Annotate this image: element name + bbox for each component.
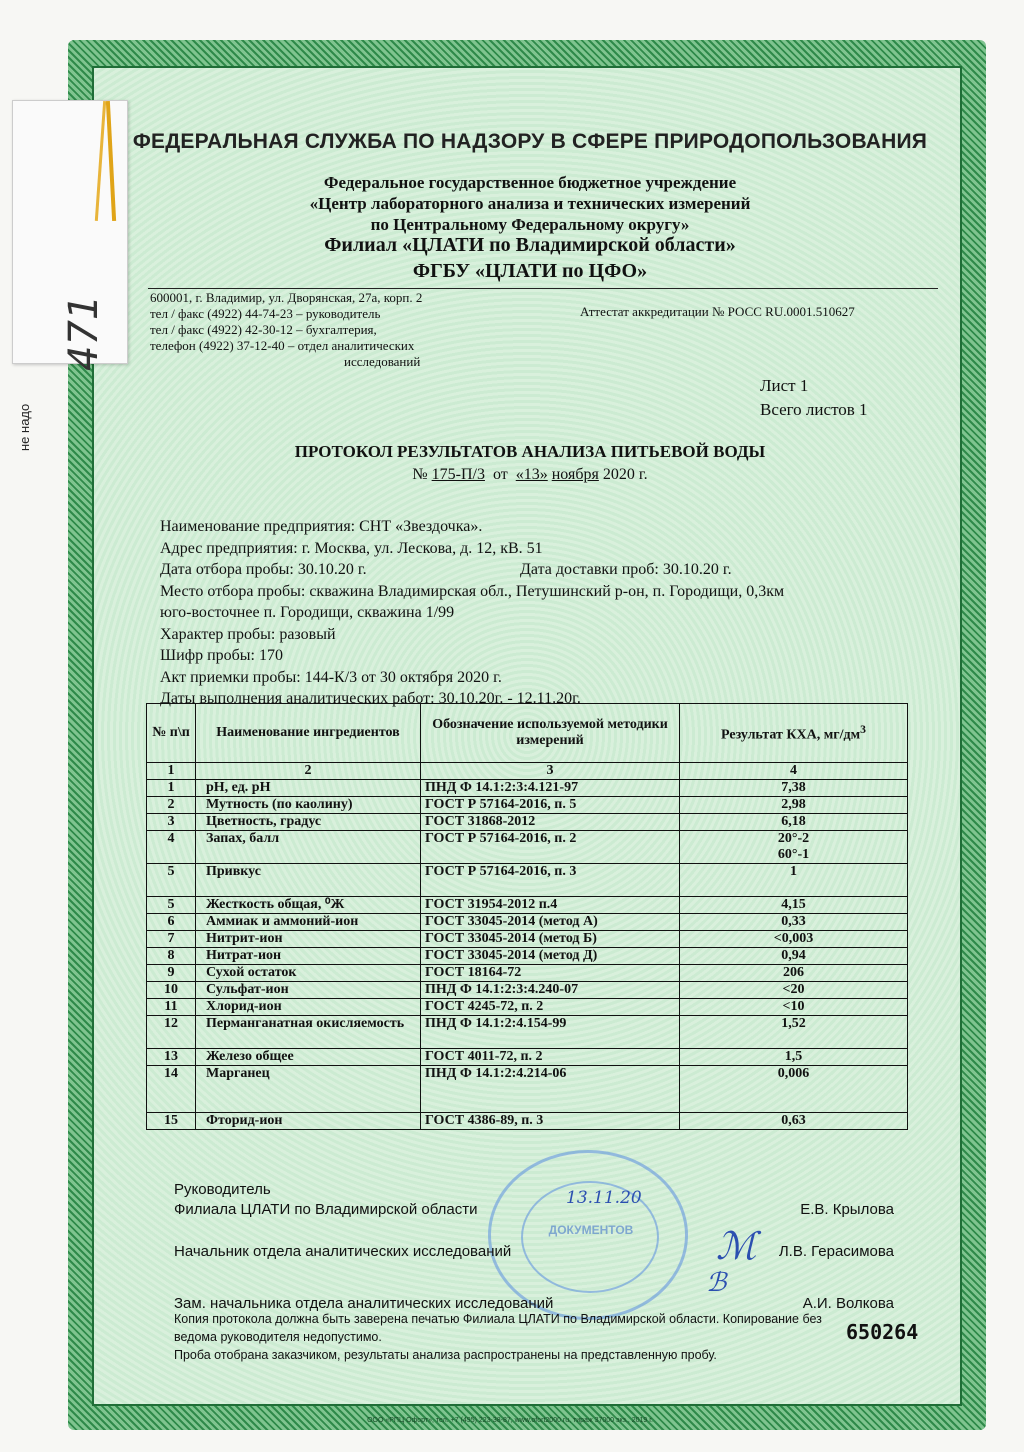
cell-method: ГОСТ 4245-72, п. 2 — [421, 999, 680, 1016]
table-row — [147, 1066, 908, 1113]
cell-method: ГОСТ 4011-72, п. 2 — [421, 1049, 680, 1066]
table-row — [147, 780, 908, 797]
cell-name: Железо общее — [196, 1049, 421, 1066]
cell-no: 7 — [147, 931, 196, 948]
cell-result: 0,006 — [680, 1066, 908, 1113]
tag-note: не надо — [17, 403, 32, 451]
cell-name: Нитрат-ион — [196, 948, 421, 965]
header-no: № п\п — [147, 704, 196, 763]
cell-name: pH, ед. pH — [196, 780, 421, 797]
cell-result: 4,15 — [680, 897, 908, 914]
cell-name: Сухой остаток — [196, 965, 421, 982]
index-cell: 2 — [196, 763, 421, 780]
cell-name: Фторид-ион — [196, 1113, 421, 1130]
cell-result — [680, 831, 908, 864]
contact-phone: тел / факс (4922) 42-30-12 – бухгалтерия, — [150, 322, 377, 337]
serial-number: 650264 — [846, 1320, 919, 1344]
contact-phone-cont: исследований — [344, 354, 421, 369]
header-result-sup: 3 — [860, 723, 866, 737]
cell-name: Нитрит-ион — [196, 931, 421, 948]
table-row — [147, 999, 908, 1016]
result-line: 20°-2 — [777, 831, 810, 846]
cell-method: ГОСТ 31954-2012 п.4 — [421, 897, 680, 914]
cell-no: 12 — [147, 1016, 196, 1049]
cell-name: Сульфат-ион — [196, 982, 421, 999]
index-cell: 3 — [421, 763, 680, 780]
cell-result: <10 — [680, 999, 908, 1016]
contact-phone: телефон (4922) 37-12-40 – отдел аналитических — [150, 338, 415, 353]
header-divider — [148, 288, 938, 289]
signature-gerasimova: ℳ — [716, 1224, 757, 1268]
cell-method: ГОСТ 18164-72 — [421, 965, 680, 982]
cell-result: 0,33 — [680, 914, 908, 931]
signatures-block — [174, 1180, 924, 1314]
org-line: Федеральное государственное бюджетное учреждение — [323, 173, 737, 192]
header-name: Наименование ингредиентов — [196, 704, 421, 763]
contact-phone: тел / факс (4922) 44-74-23 – руководитель — [150, 306, 381, 321]
index-row — [147, 763, 908, 780]
cell-result: <20 — [680, 982, 908, 999]
table-row — [147, 897, 908, 914]
branch-line: ФГБУ «ЦЛАТИ по ЦФО» — [412, 260, 648, 282]
protocol-title: ПРОТОКОЛ РЕЗУЛЬТАТОВ АНАЛИЗА ПИТЬЕВОЙ ВОДЫ — [294, 442, 766, 461]
index-cell: 1 — [147, 763, 196, 780]
cell-result: 1,52 — [680, 1016, 908, 1049]
table-row — [147, 1049, 908, 1066]
cell-name: Жесткость общая, ⁰Ж — [196, 897, 421, 914]
org-line: «Центр лабораторного анализа и технических измерений — [309, 194, 751, 213]
header-result — [680, 704, 908, 763]
cell-method: ГОСТ 4386-89, п. 3 — [421, 1113, 680, 1130]
cell-result: 1,5 — [680, 1049, 908, 1066]
cell-no: 4 — [147, 831, 196, 864]
sheet-number: Лист 1 — [760, 376, 809, 395]
info-enterprise: Наименование предприятия: СНТ «Звездочка». — [160, 518, 483, 535]
cell-result: 0,94 — [680, 948, 908, 965]
cell-method: ГОСТ 31868-2012 — [421, 814, 680, 831]
branch-name — [100, 232, 960, 284]
table-row — [147, 1016, 908, 1049]
cell-no: 14 — [147, 1066, 196, 1113]
cell-no: 1 — [147, 780, 196, 797]
cell-no: 9 — [147, 965, 196, 982]
table-row — [147, 814, 908, 831]
signature-volkova: ℬ — [706, 1268, 727, 1298]
cell-method: ПНД Ф 14.1:2:3:4.121-97 — [421, 780, 680, 797]
sign-row — [174, 1242, 924, 1262]
handwritten-date: 13.11.20 — [566, 1188, 642, 1208]
sheets-total: Всего листов 1 — [760, 400, 868, 419]
cell-method: ГОСТ 33045-2014 (метод Д) — [421, 948, 680, 965]
tag-handwritten-number: 471 — [61, 294, 107, 371]
protocol-number: 175-П/3 — [431, 466, 485, 483]
cell-result: 7,38 — [680, 780, 908, 797]
table-row — [147, 797, 908, 814]
cell-result: <0,003 — [680, 931, 908, 948]
dept-title: Начальник отдела аналитических исследований — [174, 1243, 512, 1260]
cell-no: 13 — [147, 1049, 196, 1066]
head-name: Е.В. Крылова — [800, 1201, 894, 1218]
info-place: Место отбора пробы: скважина Владимирская обл., Петушинский р-он, п. Городищи, 0,3км — [160, 582, 785, 600]
sample-info — [160, 516, 950, 710]
printer-footer: ООО «РПЦ Офорт», тел. +7 (495) 223-38-87, www.ofort2000.ru, тираж 37000 экз., 2019 г. — [367, 1417, 653, 1424]
table-row — [147, 1113, 908, 1130]
cell-name: Привкус — [196, 864, 421, 897]
cell-name: Мутность (по каолину) — [196, 797, 421, 814]
index-cell: 4 — [680, 763, 908, 780]
head-title: Руководитель — [174, 1181, 271, 1198]
cell-method: ГОСТ Р 57164-2016, п. 3 — [421, 864, 680, 897]
cell-method: ПНД Ф 14.1:2:4.214-06 — [421, 1066, 680, 1113]
cell-result: 1 — [680, 864, 908, 897]
cell-method: ГОСТ Р 57164-2016, п. 2 — [421, 831, 680, 864]
cell-no: 8 — [147, 948, 196, 965]
table-row — [147, 864, 908, 897]
table-header-row — [147, 704, 908, 763]
organization-name — [100, 172, 960, 235]
cell-no: 15 — [147, 1113, 196, 1130]
table-row — [147, 948, 908, 965]
table-row — [147, 914, 908, 931]
info-place-cont: юго-восточнее п. Городищи, скважина 1/99 — [160, 604, 455, 621]
protocol-month: ноября — [551, 466, 599, 483]
dept-name: Л.В. Герасимова — [778, 1243, 894, 1260]
deputy-name: А.И. Волкова — [802, 1295, 894, 1312]
sheet-info — [760, 374, 940, 422]
copy-note: Копия протокола должна быть заверена печатью Филиала ЦЛАТИ по Владимирской области. Копирование без ведома руководителя недопустимо. — [174, 1312, 822, 1344]
accreditation: Аттестат аккредитации № РОСС RU.0001.510627 — [580, 304, 855, 319]
cell-name: Хлорид-ион — [196, 999, 421, 1016]
head-title-cont: Филиала ЦЛАТИ по Владимирской области — [174, 1201, 478, 1218]
sign-row — [174, 1200, 924, 1220]
from-word: от — [492, 466, 508, 483]
info-code: Шифр пробы: 170 — [160, 647, 283, 664]
results-table — [146, 703, 908, 1130]
org-line: по Центральному Федеральному округу» — [370, 215, 690, 234]
info-act: Акт приемки пробы: 144-К/3 от 30 октября 2020 г. — [160, 668, 502, 686]
info-address: Адрес предприятия: г. Москва, ул. Лескова, д. 12, кВ. 51 — [160, 539, 543, 557]
info-sample-date: Дата отбора пробы: 30.10.20 г. — [160, 561, 367, 578]
cell-name: Марганец — [196, 1066, 421, 1113]
branch-line: Филиал «ЦЛАТИ по Владимирской области» — [324, 234, 736, 256]
table-row — [147, 965, 908, 982]
table-row — [147, 931, 908, 948]
contact-address: 600001, г. Владимир, ул. Дворянская, 27а, корп. 2 — [150, 290, 423, 305]
info-character: Характер пробы: разовый — [160, 625, 336, 643]
table-row — [147, 831, 908, 864]
cell-result: 2,98 — [680, 797, 908, 814]
cell-name: Цветность, градус — [196, 814, 421, 831]
stamp-text: ДОКУМЕНТОВ — [548, 1223, 634, 1237]
info-delivery-date: Дата доставки проб: 30.10.20 г. — [520, 561, 732, 578]
info-work-dates: Даты выполнения аналитических работ: 30.10.20г. - 12.11.20г. — [160, 690, 581, 707]
sample-note: Проба отобрана заказчиком, результаты анализа распространены на представленную пробу. — [174, 1348, 717, 1362]
cell-no: 5 — [147, 864, 196, 897]
deputy-title: Зам. начальника отдела аналитических исследований — [174, 1295, 554, 1312]
cell-no: 6 — [147, 914, 196, 931]
cell-result: 206 — [680, 965, 908, 982]
protocol-day: «13» — [515, 466, 548, 483]
cell-no: 2 — [147, 797, 196, 814]
cell-result: 0,63 — [680, 1113, 908, 1130]
cell-no: 11 — [147, 999, 196, 1016]
info-dates — [160, 559, 950, 581]
cell-no: 10 — [147, 982, 196, 999]
cell-name: Аммиак и аммоний-ион — [196, 914, 421, 931]
cell-name: Перманганатная окисляемость — [196, 1016, 421, 1049]
notes-block — [174, 1310, 944, 1364]
header-method: Обозначение используемой методики измерений — [421, 704, 680, 763]
result-line: 60°-1 — [777, 847, 810, 862]
cell-result: 6,18 — [680, 814, 908, 831]
protocol-year: 2020 г. — [602, 466, 648, 483]
agency-title: ФЕДЕРАЛЬНАЯ СЛУЖБА ПО НАДЗОРУ В СФЕРЕ ПРИРОДОПОЛЬЗОВАНИЯ — [132, 130, 928, 153]
contacts-block — [150, 290, 530, 370]
cell-method: ГОСТ 33045-2014 (метод А) — [421, 914, 680, 931]
header-result-text: Результат КХА, мг/дм — [721, 727, 861, 743]
cell-method: ПНД Ф 14.1:2:4.154-99 — [421, 1016, 680, 1049]
cell-method: ГОСТ 33045-2014 (метод Б) — [421, 931, 680, 948]
cell-method: ГОСТ Р 57164-2016, п. 5 — [421, 797, 680, 814]
protocol-number-line — [100, 466, 960, 484]
table-row — [147, 982, 908, 999]
no-prefix: № — [412, 466, 428, 483]
cell-name: Запах, балл — [196, 831, 421, 864]
cell-no: 3 — [147, 814, 196, 831]
cell-no: 5 — [147, 897, 196, 914]
sign-row — [174, 1180, 924, 1200]
cell-method: ПНД Ф 14.1:2:3:4.240-07 — [421, 982, 680, 999]
